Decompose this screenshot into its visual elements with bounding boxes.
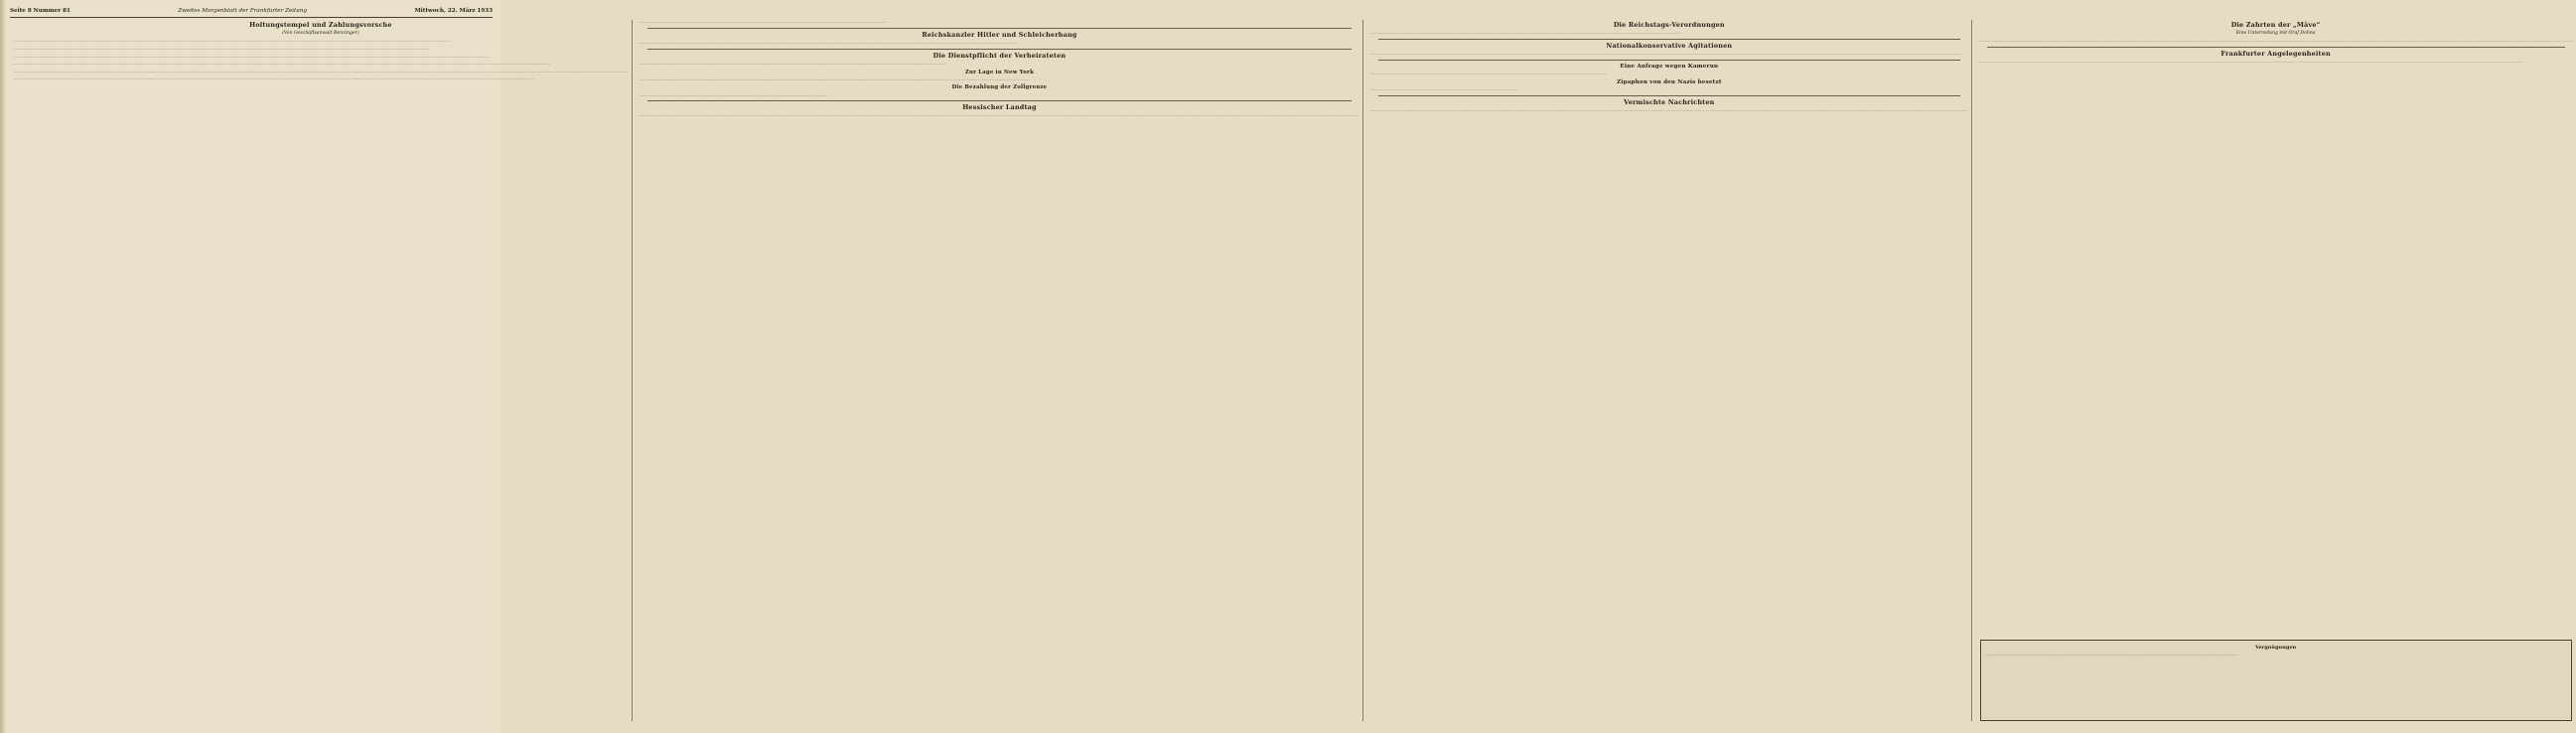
headline-col2-1: Reichskanzler Hitler und Schleicherhang [922, 30, 1077, 39]
headline-col4-1: Die Zahrten der „Mäve“ [2230, 21, 2321, 29]
headline-col3-2: Nationalkonservative Agitationen [1606, 41, 1733, 50]
article-text: .............................................................................................................................................................................................................................................................................................. [639, 61, 945, 66]
article-text: .................................................................................................................................................................................................................................................................................................................................................................. [639, 40, 1019, 45]
columns [10, 20, 2573, 721]
advertisement-box [1980, 640, 2572, 721]
article-text: ....................................................................................................................................................................................................................................... [639, 20, 887, 24]
headline-col2-2: Die Dienstpflicht der Verheirateten [932, 51, 1067, 60]
subhead-col1: (Von Geschäftsanwalt Benzinger) [282, 31, 359, 37]
article-text: ....................................................................................................................................................................................................................................................................................................................................................................................................................................................................................................... [13, 76, 534, 81]
divider [647, 28, 1352, 29]
article-text: .......................................................................................................................................................................................................................................................................................................................................................................................................................................................................................................................................................................... [1370, 52, 1964, 57]
headline-col4-2: Frankfurter Angelegenheiten [2220, 49, 2331, 58]
advertisement-title: Vergnügungen [2255, 645, 2297, 651]
article-text: ......................................................................................................................................... [1370, 87, 1517, 92]
article-text: ............................................................................................................................................................................................................................................................................................................................................................................. [639, 76, 1031, 81]
divider [1987, 47, 2565, 48]
article-text: ..................................................................................................................................................................................................................................................................................................................................................................................................... [13, 46, 430, 51]
article-text: .............................................................................................................................................................................................................................................................................................................................................................................................................................................................................................................................................................................. [1370, 108, 1968, 113]
article-text: ............................................................................................................................................................................................................................................................................................................................................................................................................................................................. [13, 54, 490, 59]
newspaper-title: Zweites Morgenblatt der Frankfurter Zeitung [178, 8, 308, 14]
headline-col3-3: Eine Anfrage wegen Kamerun [1620, 63, 1719, 70]
divider [1378, 95, 1959, 96]
headline-col3-1: Die Reichstags-Verordnungen [1613, 21, 1725, 29]
article-text: ............................................................................................................................................................................................................................................................................................................................................................................................................................................................................................................................ [1978, 60, 2523, 65]
article-text: .................................................................................................................................................................................................................................................................................................. [1370, 31, 1681, 36]
headline-col2-3: Zur Lage in New York [964, 69, 1035, 75]
page-binding-shadow [0, 0, 6, 733]
subhead-col4: Eine Unterredung mit Oraf Dohna [2235, 31, 2316, 37]
divider [647, 100, 1352, 101]
headline-col3-5: Vermischte Nachrichten [1624, 97, 1715, 106]
article-text: ............................................................................................................................................................................................................................. [1370, 72, 1608, 76]
column-3 [1367, 20, 1971, 721]
divider [1378, 60, 1959, 61]
article-text: ...................................................................................................................................................................................................................................................................................................................................................................................................................................................................................................................... [13, 62, 551, 67]
advertisement-text: ........................................................................................................................................................................................................................................................... [1984, 653, 2237, 657]
headline-col3-4: Zipaphon von den Nazis besetzt [1617, 78, 1722, 85]
article-text: ........................................................................................................................................................................................................................................................................................................................................................................................................................................................................................................................................................................... [1978, 39, 2573, 44]
issue-date: Mittwoch, 22. März 1933 [414, 8, 493, 14]
article-text: ......................................................................................................................................................................................................................................................................................................................................................................................................................... [13, 39, 451, 44]
headline-col2-4: Die Bezahlung der Zollgrenze [951, 84, 1048, 91]
article-text: ................................................................................................................................................................................ [639, 92, 828, 97]
divider [1378, 39, 1959, 40]
divider [647, 49, 1352, 50]
column-1 [10, 20, 633, 721]
headline-col2-5: Hessischer Landtag [962, 103, 1037, 112]
headline-col1: Holtungstempel und Zahlungsvorsche [249, 21, 392, 29]
page-header [10, 5, 493, 18]
article-text: ................................................................................................................................................................................................................................................................................................................................................................................................................................................................................................................................................................................................................................................................................................. [639, 113, 1360, 118]
column-2 [637, 20, 1363, 721]
column-4 [1976, 20, 2576, 721]
article-text: ............................................................................................................................................................................................................................................................................................................................................................................................................................................................................................................................................................................................... [13, 69, 629, 73]
page-number: Seite 8 Nummer 81 [10, 8, 71, 14]
